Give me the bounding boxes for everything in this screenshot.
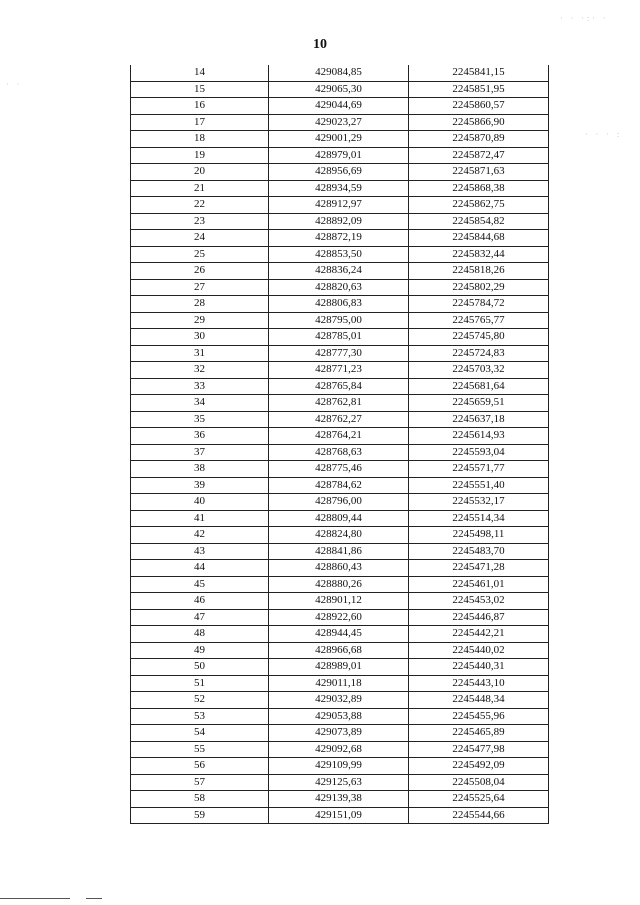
x-coordinate-cell: 428809,44: [269, 510, 409, 527]
y-coordinate-cell: 2245703,32: [409, 362, 549, 379]
table-row: [131, 593, 549, 610]
y-coordinate-cell: 2245860,57: [409, 98, 549, 115]
y-coordinate-cell: 2245453,02: [409, 593, 549, 610]
table-row: [131, 180, 549, 197]
x-coordinate-cell: 428901,12: [269, 593, 409, 610]
table-row: [131, 197, 549, 214]
point-number-cell: 21: [131, 180, 269, 197]
point-number-cell: 46: [131, 593, 269, 610]
x-coordinate-cell: 428768,63: [269, 444, 409, 461]
point-number-cell: 56: [131, 758, 269, 775]
x-coordinate-cell: 428765,84: [269, 378, 409, 395]
point-number-cell: 57: [131, 774, 269, 791]
point-number-cell: 18: [131, 131, 269, 148]
y-coordinate-cell: 2245492,09: [409, 758, 549, 775]
x-coordinate-cell: 428762,81: [269, 395, 409, 412]
x-coordinate-cell: 429092,68: [269, 741, 409, 758]
table-row: [131, 725, 549, 742]
point-number-cell: 58: [131, 791, 269, 808]
x-coordinate-cell: 428806,83: [269, 296, 409, 313]
y-coordinate-cell: 2245442,21: [409, 626, 549, 643]
table-row: [131, 147, 549, 164]
x-coordinate-cell: 429044,69: [269, 98, 409, 115]
x-coordinate-cell: 428795,00: [269, 312, 409, 329]
y-coordinate-cell: 2245765,77: [409, 312, 549, 329]
y-coordinate-cell: 2245614,93: [409, 428, 549, 445]
x-coordinate-cell: 429065,30: [269, 81, 409, 98]
table-row: [131, 527, 549, 544]
y-coordinate-cell: 2245455,96: [409, 708, 549, 725]
table-row: [131, 477, 549, 494]
point-number-cell: 44: [131, 560, 269, 577]
y-coordinate-cell: 2245818,26: [409, 263, 549, 280]
x-coordinate-cell: 428880,26: [269, 576, 409, 593]
table-row: [131, 213, 549, 230]
point-number-cell: 45: [131, 576, 269, 593]
x-coordinate-cell: 428836,24: [269, 263, 409, 280]
point-number-cell: 59: [131, 807, 269, 824]
scan-speck-left: · ·: [6, 80, 23, 89]
y-coordinate-cell: 2245471,28: [409, 560, 549, 577]
point-number-cell: 40: [131, 494, 269, 511]
y-coordinate-cell: 2245483,70: [409, 543, 549, 560]
x-coordinate-cell: 429011,18: [269, 675, 409, 692]
x-coordinate-cell: 429032,89: [269, 692, 409, 709]
y-coordinate-cell: 2245593,04: [409, 444, 549, 461]
x-coordinate-cell: 429053,88: [269, 708, 409, 725]
x-coordinate-cell: 428785,01: [269, 329, 409, 346]
y-coordinate-cell: 2245508,04: [409, 774, 549, 791]
point-number-cell: 30: [131, 329, 269, 346]
y-coordinate-cell: 2245870,89: [409, 131, 549, 148]
point-number-cell: 28: [131, 296, 269, 313]
table-row: [131, 329, 549, 346]
point-number-cell: 19: [131, 147, 269, 164]
point-number-cell: 41: [131, 510, 269, 527]
y-coordinate-cell: 2245498,11: [409, 527, 549, 544]
table-row: [131, 428, 549, 445]
page-number: 10: [313, 37, 327, 52]
point-number-cell: 15: [131, 81, 269, 98]
point-number-cell: 31: [131, 345, 269, 362]
point-number-cell: 22: [131, 197, 269, 214]
y-coordinate-cell: 2245514,34: [409, 510, 549, 527]
y-coordinate-cell: 2245802,29: [409, 279, 549, 296]
point-number-cell: 54: [131, 725, 269, 742]
table-row: [131, 510, 549, 527]
x-coordinate-cell: 428771,23: [269, 362, 409, 379]
y-coordinate-cell: 2245872,47: [409, 147, 549, 164]
x-coordinate-cell: 428989,01: [269, 659, 409, 676]
table-row: [131, 411, 549, 428]
x-coordinate-cell: 429109,99: [269, 758, 409, 775]
x-coordinate-cell: 429023,27: [269, 114, 409, 131]
y-coordinate-cell: 2245544,66: [409, 807, 549, 824]
scan-speck-top-right: · · ·:· ·: [560, 14, 609, 23]
x-coordinate-cell: 428860,43: [269, 560, 409, 577]
y-coordinate-cell: 2245868,38: [409, 180, 549, 197]
table-row: [131, 263, 549, 280]
table-row: [131, 378, 549, 395]
y-coordinate-cell: 2245448,34: [409, 692, 549, 709]
table-row: [131, 692, 549, 709]
point-number-cell: 14: [131, 65, 269, 81]
table-row: [131, 494, 549, 511]
x-coordinate-cell: 428912,97: [269, 197, 409, 214]
x-coordinate-cell: 428820,63: [269, 279, 409, 296]
table-row: [131, 758, 549, 775]
point-number-cell: 37: [131, 444, 269, 461]
x-coordinate-cell: 428796,00: [269, 494, 409, 511]
y-coordinate-cell: 2245862,75: [409, 197, 549, 214]
table-row: [131, 609, 549, 626]
point-number-cell: 24: [131, 230, 269, 247]
y-coordinate-cell: 2245866,90: [409, 114, 549, 131]
table-row: [131, 543, 549, 560]
x-coordinate-cell: 429073,89: [269, 725, 409, 742]
x-coordinate-cell: 428853,50: [269, 246, 409, 263]
point-number-cell: 27: [131, 279, 269, 296]
point-number-cell: 33: [131, 378, 269, 395]
table-row: [131, 444, 549, 461]
point-number-cell: 48: [131, 626, 269, 643]
table-row: [131, 279, 549, 296]
x-coordinate-cell: 428824,80: [269, 527, 409, 544]
table-row: [131, 296, 549, 313]
y-coordinate-cell: 2245844,68: [409, 230, 549, 247]
point-number-cell: 23: [131, 213, 269, 230]
x-coordinate-cell: 428979,01: [269, 147, 409, 164]
table-row: [131, 362, 549, 379]
table-row: [131, 741, 549, 758]
table-row: [131, 98, 549, 115]
point-number-cell: 42: [131, 527, 269, 544]
table-row: [131, 230, 549, 247]
point-number-cell: 34: [131, 395, 269, 412]
point-number-cell: 32: [131, 362, 269, 379]
table-row: [131, 642, 549, 659]
table-row: [131, 791, 549, 808]
table-row: [131, 576, 549, 593]
table-row: [131, 312, 549, 329]
point-number-cell: 47: [131, 609, 269, 626]
x-coordinate-cell: 428764,21: [269, 428, 409, 445]
y-coordinate-cell: 2245551,40: [409, 477, 549, 494]
table-row: [131, 395, 549, 412]
y-coordinate-cell: 2245851,95: [409, 81, 549, 98]
point-number-cell: 16: [131, 98, 269, 115]
x-coordinate-cell: 428944,45: [269, 626, 409, 643]
point-number-cell: 50: [131, 659, 269, 676]
point-number-cell: 52: [131, 692, 269, 709]
table-row: [131, 345, 549, 362]
x-coordinate-cell: 429151,09: [269, 807, 409, 824]
point-number-cell: 38: [131, 461, 269, 478]
x-coordinate-cell: 428966,68: [269, 642, 409, 659]
y-coordinate-cell: 2245871,63: [409, 164, 549, 181]
x-coordinate-cell: 428762,27: [269, 411, 409, 428]
y-coordinate-cell: 2245461,01: [409, 576, 549, 593]
x-coordinate-cell: 428922,60: [269, 609, 409, 626]
y-coordinate-cell: 2245532,17: [409, 494, 549, 511]
x-coordinate-cell: 428784,62: [269, 477, 409, 494]
x-coordinate-cell: 429125,63: [269, 774, 409, 791]
point-number-cell: 49: [131, 642, 269, 659]
point-number-cell: 43: [131, 543, 269, 560]
x-coordinate-cell: 429139,38: [269, 791, 409, 808]
x-coordinate-cell: 428934,59: [269, 180, 409, 197]
coordinates-table: [130, 65, 549, 824]
y-coordinate-cell: 2245440,02: [409, 642, 549, 659]
table-row: [131, 65, 549, 81]
y-coordinate-cell: 2245681,64: [409, 378, 549, 395]
table-row: [131, 774, 549, 791]
table-row: [131, 560, 549, 577]
y-coordinate-cell: 2245724,83: [409, 345, 549, 362]
x-coordinate-cell: 429001,29: [269, 131, 409, 148]
y-coordinate-cell: 2245440,31: [409, 659, 549, 676]
y-coordinate-cell: 2245832,44: [409, 246, 549, 263]
y-coordinate-cell: 2245745,80: [409, 329, 549, 346]
table-row: [131, 81, 549, 98]
table-row: [131, 461, 549, 478]
table-row: [131, 659, 549, 676]
point-number-cell: 51: [131, 675, 269, 692]
table-row: [131, 626, 549, 643]
x-coordinate-cell: 428872,19: [269, 230, 409, 247]
y-coordinate-cell: 2245659,51: [409, 395, 549, 412]
y-coordinate-cell: 2245637,18: [409, 411, 549, 428]
x-coordinate-cell: 428956,69: [269, 164, 409, 181]
x-coordinate-cell: 428775,46: [269, 461, 409, 478]
x-coordinate-cell: 429084,85: [269, 65, 409, 81]
point-number-cell: 29: [131, 312, 269, 329]
table-row: [131, 675, 549, 692]
y-coordinate-cell: 2245525,64: [409, 791, 549, 808]
y-coordinate-cell: 2245841,15: [409, 65, 549, 81]
point-number-cell: 35: [131, 411, 269, 428]
point-number-cell: 53: [131, 708, 269, 725]
point-number-cell: 39: [131, 477, 269, 494]
point-number-cell: 17: [131, 114, 269, 131]
point-number-cell: 20: [131, 164, 269, 181]
y-coordinate-cell: 2245446,87: [409, 609, 549, 626]
y-coordinate-cell: 2245784,72: [409, 296, 549, 313]
point-number-cell: 36: [131, 428, 269, 445]
table-row: [131, 246, 549, 263]
footer-rule-left: [0, 898, 70, 899]
point-number-cell: 55: [131, 741, 269, 758]
x-coordinate-cell: 428892,09: [269, 213, 409, 230]
y-coordinate-cell: 2245571,77: [409, 461, 549, 478]
table-row: [131, 164, 549, 181]
table-row: [131, 131, 549, 148]
x-coordinate-cell: 428841,86: [269, 543, 409, 560]
x-coordinate-cell: 428777,30: [269, 345, 409, 362]
table-row: [131, 708, 549, 725]
point-number-cell: 26: [131, 263, 269, 280]
point-number-cell: 25: [131, 246, 269, 263]
y-coordinate-cell: 2245465,89: [409, 725, 549, 742]
y-coordinate-cell: 2245854,82: [409, 213, 549, 230]
y-coordinate-cell: 2245443,10: [409, 675, 549, 692]
scan-speck-right: · · · :: [585, 130, 623, 139]
y-coordinate-cell: 2245477,98: [409, 741, 549, 758]
table-row: [131, 114, 549, 131]
table-row: [131, 807, 549, 824]
coordinates-table-body: [131, 65, 549, 824]
footer-rule-right: [86, 898, 102, 899]
